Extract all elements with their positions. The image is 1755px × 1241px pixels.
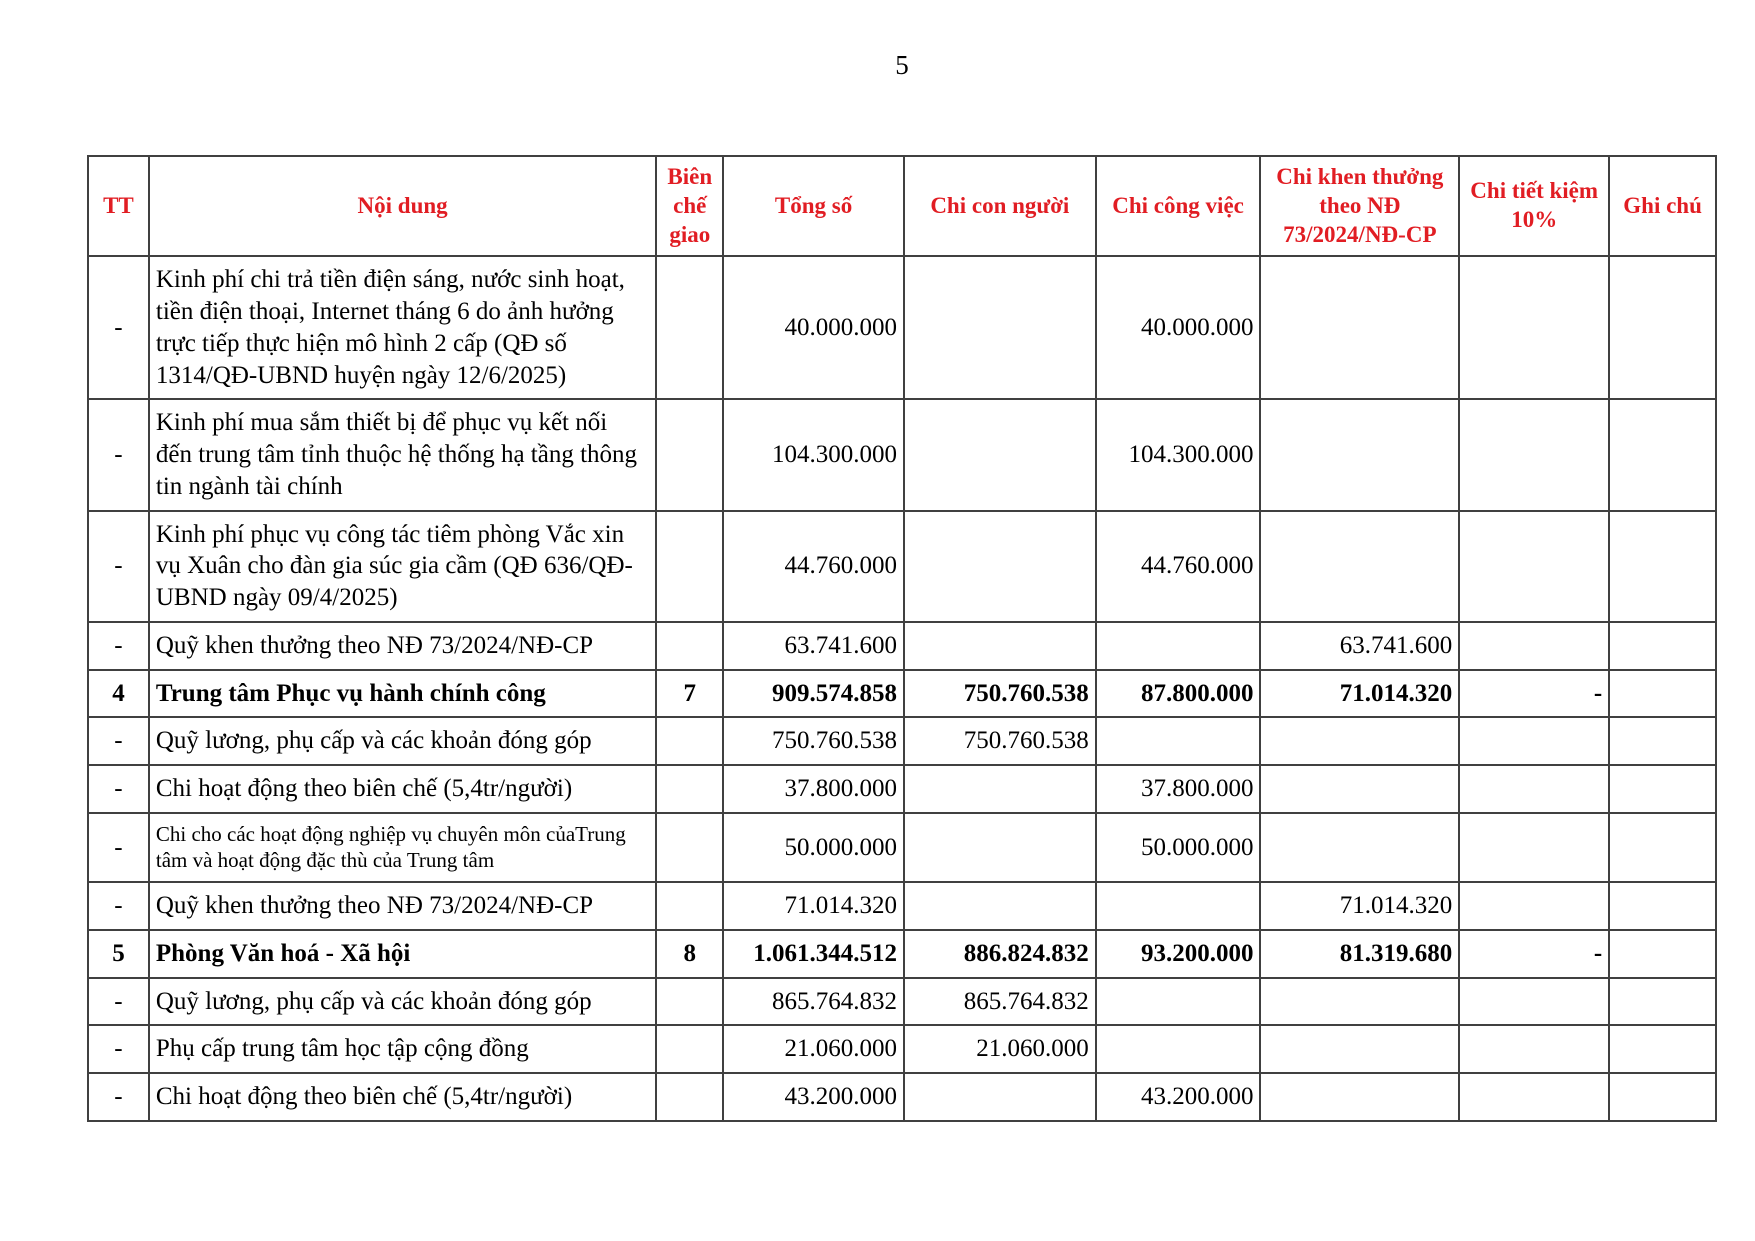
cell-tong-so: 865.764.832 (723, 978, 904, 1026)
cell-ghi-chu (1609, 622, 1716, 670)
cell-bien-che (656, 256, 723, 399)
cell-chi-tiet-kiem (1459, 882, 1609, 930)
cell-chi-khen-thuong (1260, 1073, 1459, 1121)
cell-tt: - (88, 978, 149, 1026)
cell-chi-con-nguoi (904, 622, 1096, 670)
cell-tt: 5 (88, 930, 149, 978)
cell-chi-con-nguoi (904, 813, 1096, 882)
cell-chi-cong-viec (1096, 717, 1261, 765)
cell-chi-khen-thuong (1260, 399, 1459, 510)
cell-chi-con-nguoi: 750.760.538 (904, 670, 1096, 718)
cell-chi-cong-viec (1096, 882, 1261, 930)
cell-chi-cong-viec: 40.000.000 (1096, 256, 1261, 399)
cell-chi-khen-thuong (1260, 717, 1459, 765)
column-header-tt: TT (88, 156, 149, 256)
cell-tt: - (88, 256, 149, 399)
cell-chi-cong-viec: 37.800.000 (1096, 765, 1261, 813)
cell-tt: - (88, 399, 149, 510)
cell-chi-tiet-kiem (1459, 813, 1609, 882)
table-row (88, 622, 1716, 670)
cell-chi-khen-thuong: 63.741.600 (1260, 622, 1459, 670)
table-row (88, 256, 1716, 399)
cell-tong-so: 40.000.000 (723, 256, 904, 399)
column-header-ghi-chu: Ghi chú (1609, 156, 1716, 256)
cell-tt: - (88, 765, 149, 813)
cell-tong-so: 43.200.000 (723, 1073, 904, 1121)
cell-chi-khen-thuong (1260, 978, 1459, 1026)
cell-chi-con-nguoi (904, 399, 1096, 510)
cell-tt: - (88, 622, 149, 670)
cell-chi-con-nguoi (904, 511, 1096, 622)
cell-chi-khen-thuong: 81.319.680 (1260, 930, 1459, 978)
cell-chi-con-nguoi (904, 256, 1096, 399)
cell-chi-khen-thuong (1260, 256, 1459, 399)
cell-ghi-chu (1609, 670, 1716, 718)
table-row (88, 511, 1716, 622)
cell-bien-che (656, 813, 723, 882)
table-header-row (88, 156, 1716, 256)
cell-bien-che (656, 978, 723, 1026)
cell-chi-cong-viec: 43.200.000 (1096, 1073, 1261, 1121)
cell-tong-so: 104.300.000 (723, 399, 904, 510)
column-header-noi-dung: Nội dung (149, 156, 656, 256)
table-header (88, 156, 1716, 256)
table-row (88, 813, 1716, 882)
cell-bien-che (656, 622, 723, 670)
table-row (88, 1073, 1716, 1121)
cell-chi-tiet-kiem (1459, 717, 1609, 765)
cell-chi-khen-thuong (1260, 511, 1459, 622)
cell-chi-con-nguoi (904, 1073, 1096, 1121)
cell-ghi-chu (1609, 256, 1716, 399)
cell-noi-dung: Quỹ lương, phụ cấp và các khoản đóng góp (149, 978, 656, 1026)
cell-tong-so: 71.014.320 (723, 882, 904, 930)
cell-noi-dung: Chi hoạt động theo biên chế (5,4tr/người) (149, 765, 656, 813)
table-row (88, 930, 1716, 978)
cell-ghi-chu (1609, 930, 1716, 978)
cell-tong-so: 750.760.538 (723, 717, 904, 765)
cell-tong-so: 909.574.858 (723, 670, 904, 718)
cell-ghi-chu (1609, 765, 1716, 813)
column-header-chi-cong-viec: Chi công việc (1096, 156, 1261, 256)
cell-tt: - (88, 1073, 149, 1121)
cell-tong-so: 63.741.600 (723, 622, 904, 670)
cell-chi-khen-thuong (1260, 1025, 1459, 1073)
cell-tt: - (88, 882, 149, 930)
cell-noi-dung: Trung tâm Phục vụ hành chính công (149, 670, 656, 718)
cell-ghi-chu (1609, 882, 1716, 930)
table-body (88, 256, 1716, 1121)
cell-tt: - (88, 1025, 149, 1073)
cell-chi-tiet-kiem: - (1459, 670, 1609, 718)
table-row (88, 882, 1716, 930)
budget-table (87, 155, 1717, 1122)
table-row (88, 978, 1716, 1026)
cell-chi-cong-viec (1096, 978, 1261, 1026)
cell-chi-cong-viec: 87.800.000 (1096, 670, 1261, 718)
table-row (88, 1025, 1716, 1073)
cell-bien-che: 7 (656, 670, 723, 718)
cell-noi-dung: Chi hoạt động theo biên chế (5,4tr/người) (149, 1073, 656, 1121)
cell-chi-tiet-kiem (1459, 1025, 1609, 1073)
cell-bien-che (656, 882, 723, 930)
cell-tt: - (88, 813, 149, 882)
table-row (88, 670, 1716, 718)
cell-chi-cong-viec (1096, 1025, 1261, 1073)
cell-chi-khen-thuong: 71.014.320 (1260, 882, 1459, 930)
cell-chi-khen-thuong (1260, 765, 1459, 813)
cell-chi-tiet-kiem (1459, 511, 1609, 622)
cell-ghi-chu (1609, 978, 1716, 1026)
cell-chi-tiet-kiem (1459, 399, 1609, 510)
cell-noi-dung: Quỹ khen thưởng theo NĐ 73/2024/NĐ-CP (149, 882, 656, 930)
cell-ghi-chu (1609, 399, 1716, 510)
cell-ghi-chu (1609, 813, 1716, 882)
cell-bien-che (656, 399, 723, 510)
cell-chi-tiet-kiem (1459, 1073, 1609, 1121)
cell-ghi-chu (1609, 511, 1716, 622)
column-header-chi-tiet-kiem: Chi tiết kiệm 10% (1459, 156, 1609, 256)
cell-tong-so: 37.800.000 (723, 765, 904, 813)
cell-tong-so: 21.060.000 (723, 1025, 904, 1073)
cell-noi-dung: Phụ cấp trung tâm học tập cộng đồng (149, 1025, 656, 1073)
cell-bien-che (656, 717, 723, 765)
cell-ghi-chu (1609, 1073, 1716, 1121)
cell-tt: - (88, 511, 149, 622)
cell-bien-che (656, 1073, 723, 1121)
cell-chi-tiet-kiem (1459, 622, 1609, 670)
table-row (88, 765, 1716, 813)
cell-chi-cong-viec: 104.300.000 (1096, 399, 1261, 510)
cell-noi-dung: Phòng Văn hoá - Xã hội (149, 930, 656, 978)
cell-chi-khen-thuong: 71.014.320 (1260, 670, 1459, 718)
cell-chi-tiet-kiem (1459, 978, 1609, 1026)
cell-bien-che (656, 1025, 723, 1073)
cell-chi-con-nguoi: 21.060.000 (904, 1025, 1096, 1073)
cell-noi-dung: Quỹ khen thưởng theo NĐ 73/2024/NĐ-CP (149, 622, 656, 670)
cell-chi-khen-thuong (1260, 813, 1459, 882)
cell-chi-cong-viec: 93.200.000 (1096, 930, 1261, 978)
cell-chi-cong-viec: 44.760.000 (1096, 511, 1261, 622)
cell-chi-con-nguoi: 886.824.832 (904, 930, 1096, 978)
cell-ghi-chu (1609, 717, 1716, 765)
cell-noi-dung: Kinh phí chi trả tiền điện sáng, nước sinh hoạt, tiền điện thoại, Internet tháng 6 do ảnh hưởng trực tiếp thực hiện mô hình 2 cấp (QĐ số 1314/QĐ-UBND huyện ngày 12/6/2025) (149, 256, 656, 399)
cell-chi-cong-viec (1096, 622, 1261, 670)
cell-chi-con-nguoi (904, 765, 1096, 813)
page-number: 5 (895, 50, 909, 80)
column-header-chi-khen-thuong: Chi khen thưởng theo NĐ 73/2024/NĐ-CP (1260, 156, 1459, 256)
cell-noi-dung: Chi cho các hoạt động nghiệp vụ chuyên môn củaTrung tâm và hoạt động đặc thù của Trung tâm (149, 813, 656, 882)
cell-ghi-chu (1609, 1025, 1716, 1073)
cell-tong-so: 44.760.000 (723, 511, 904, 622)
cell-bien-che: 8 (656, 930, 723, 978)
table-row (88, 399, 1716, 510)
cell-chi-tiet-kiem: - (1459, 930, 1609, 978)
cell-chi-tiet-kiem (1459, 256, 1609, 399)
cell-tong-so: 1.061.344.512 (723, 930, 904, 978)
cell-noi-dung: Quỹ lương, phụ cấp và các khoản đóng góp (149, 717, 656, 765)
cell-chi-con-nguoi (904, 882, 1096, 930)
cell-tt: 4 (88, 670, 149, 718)
cell-bien-che (656, 765, 723, 813)
cell-noi-dung: Kinh phí phục vụ công tác tiêm phòng Vắc xin vụ Xuân cho đàn gia súc gia cầm (QĐ 636/QĐ-UBND ngày 09/4/2025) (149, 511, 656, 622)
cell-noi-dung: Kinh phí mua sắm thiết bị để phục vụ kết nối đến trung tâm tỉnh thuộc hệ thống hạ tầng thông tin ngành tài chính (149, 399, 656, 510)
cell-tt: - (88, 717, 149, 765)
table-row (88, 717, 1716, 765)
cell-chi-con-nguoi: 750.760.538 (904, 717, 1096, 765)
cell-chi-tiet-kiem (1459, 765, 1609, 813)
cell-tong-so: 50.000.000 (723, 813, 904, 882)
column-header-bien-che-giao: Biên chế giao (656, 156, 723, 256)
cell-chi-con-nguoi: 865.764.832 (904, 978, 1096, 1026)
cell-chi-cong-viec: 50.000.000 (1096, 813, 1261, 882)
column-header-chi-con-nguoi: Chi con người (904, 156, 1096, 256)
column-header-tong-so: Tổng số (723, 156, 904, 256)
cell-bien-che (656, 511, 723, 622)
